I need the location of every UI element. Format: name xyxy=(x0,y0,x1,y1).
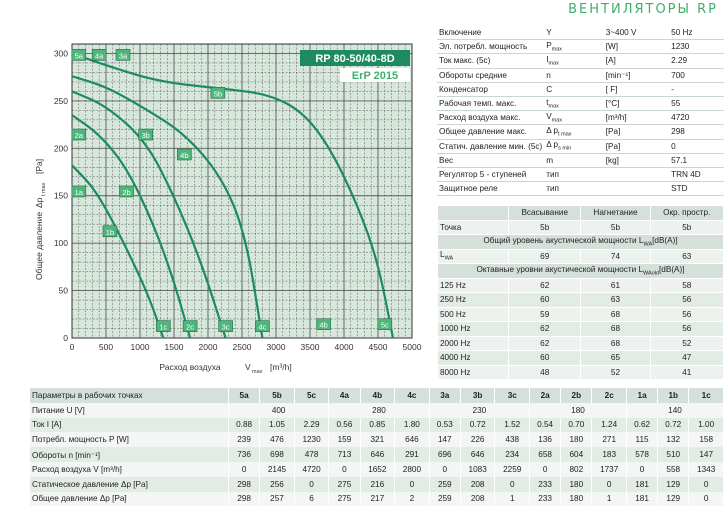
points-header-label: Параметры в рабочих точках xyxy=(30,388,229,403)
points-cell: 0.85 xyxy=(360,418,395,433)
x-tick-label: 4000 xyxy=(334,342,354,352)
points-cell: 2800 xyxy=(395,462,430,477)
point-label: 4a xyxy=(95,51,104,61)
acoustic-header-row-cell: Нагнетание xyxy=(581,206,650,221)
points-cell: 698 xyxy=(260,447,295,462)
x-axis-subscript: max xyxy=(252,369,263,375)
spec-symbol: $I_{max}$ xyxy=(544,54,604,68)
points-cell: 158 xyxy=(689,432,724,447)
points-cell: 0 xyxy=(626,462,657,477)
spec-table xyxy=(437,26,724,196)
points-cell: 257 xyxy=(260,492,295,507)
acoustic-point-row-cell: Точка xyxy=(438,220,509,235)
points-row-label: Расход воздуха V [m³/h] xyxy=(30,462,229,477)
points-cell: 0 xyxy=(689,477,724,492)
points-cell: 1 xyxy=(495,492,530,507)
spec-value: 700 xyxy=(669,68,724,82)
acoustic-band-row-cell: 56 xyxy=(650,293,724,308)
acoustic-octave-title-cell: Октавные уровни акустической мощности $L_{WAokt}[dB(A)]$ xyxy=(438,264,724,279)
y-tick-label: 250 xyxy=(53,95,68,106)
points-cell: 604 xyxy=(561,447,592,462)
points-cell: 217 xyxy=(360,492,395,507)
spec-label: Конденсатор xyxy=(437,82,544,96)
acoustic-band-row-cell: 60 xyxy=(509,351,581,366)
acoustic-band-row-cell: 61 xyxy=(581,278,650,293)
spec-value: 1230 xyxy=(669,40,724,54)
points-row xyxy=(30,418,724,433)
acoustic-band-row xyxy=(438,336,724,351)
points-row xyxy=(30,492,724,507)
points-column-header: 5b xyxy=(260,388,295,403)
acoustic-band-row xyxy=(438,278,724,293)
points-cell: 1230 xyxy=(294,432,329,447)
acoustic-band-row xyxy=(438,365,724,380)
points-cell: 0.88 xyxy=(229,418,260,433)
spec-label: Включение xyxy=(437,26,544,40)
acoustic-point-row-cell: 5b xyxy=(581,220,650,235)
spec-symbol: $V_{max}$ xyxy=(544,111,604,125)
points-cell: 0 xyxy=(429,462,460,477)
points-cell: 1343 xyxy=(689,462,724,477)
acoustic-point-row-cell: 5b xyxy=(509,220,581,235)
acoustic-point-row-cell: 5b xyxy=(650,220,724,235)
y-axis-label: Общее давление xyxy=(34,211,44,280)
points-cell: 646 xyxy=(360,447,395,462)
points-row-label: Статическое давление Δp [Pa] xyxy=(30,477,229,492)
points-cell: 478 xyxy=(294,447,329,462)
points-cell: 476 xyxy=(260,432,295,447)
x-tick-label: 4500 xyxy=(368,342,388,352)
points-cell: 0 xyxy=(395,477,430,492)
acoustic-band-row-cell: 8000 Hz xyxy=(438,365,509,380)
y-tick-label: 300 xyxy=(53,48,68,59)
spec-value: 55 xyxy=(669,96,724,110)
acoustic-band-row-cell: 52 xyxy=(581,365,650,380)
points-cell: 180 xyxy=(561,492,592,507)
spec-row xyxy=(437,125,724,139)
points-cell: 321 xyxy=(360,432,395,447)
points-column-header: 4b xyxy=(360,388,395,403)
points-row xyxy=(30,477,724,492)
points-column-header: 5a xyxy=(229,388,260,403)
spec-symbol: m xyxy=(544,153,604,167)
points-row-label: Питание U [V] xyxy=(30,403,229,418)
points-cell: 0.72 xyxy=(460,418,495,433)
spec-value: 4720 xyxy=(669,111,724,125)
x-tick-label: 1000 xyxy=(130,342,150,352)
y-axis-subscript: t max xyxy=(41,182,47,196)
point-label: 4c xyxy=(258,322,267,332)
points-cell: 646 xyxy=(460,447,495,462)
spec-label: Ток макс. (5c) xyxy=(437,54,544,68)
points-cell: 6 xyxy=(294,492,329,507)
points-cell: 438 xyxy=(495,432,530,447)
acoustic-header-row-cell: Всасывание xyxy=(509,206,581,221)
spec-symbol: Δ $p_{t max}$ xyxy=(544,125,604,139)
points-cell: 136 xyxy=(530,432,561,447)
acoustic-band-row xyxy=(438,293,724,308)
points-cell: 646 xyxy=(395,432,430,447)
points-cell: 802 xyxy=(561,462,592,477)
acoustic-total-row-cell: 63 xyxy=(650,249,724,264)
spec-symbol: тип xyxy=(544,167,604,181)
acoustic-band-row-cell: 500 Hz xyxy=(438,307,509,322)
points-row xyxy=(30,447,724,462)
points-cell: 736 xyxy=(229,447,260,462)
points-cell: 0 xyxy=(229,462,260,477)
x-axis-symbol: V xyxy=(245,362,251,372)
points-cell: 400 xyxy=(229,403,329,418)
point-label: 2c xyxy=(186,322,195,332)
points-cell: 233 xyxy=(530,492,561,507)
spec-label: Вес xyxy=(437,153,544,167)
spec-value: 2.29 xyxy=(669,54,724,68)
acoustic-band-row xyxy=(438,351,724,366)
spec-unit: 3~400 V xyxy=(604,26,669,40)
acoustic-band-row-cell: 47 xyxy=(650,351,724,366)
points-cell: 230 xyxy=(429,403,529,418)
points-column-header: 2c xyxy=(592,388,627,403)
chart-title: RP 80-50/40-8D xyxy=(315,53,395,65)
points-cell: 578 xyxy=(626,447,657,462)
acoustic-band-row-cell: 56 xyxy=(650,322,724,337)
acoustic-band-row-cell: 62 xyxy=(509,322,581,337)
point-label: 3b xyxy=(141,131,150,141)
point-label: 4b xyxy=(319,320,328,330)
points-row-label: Общее давление Δp [Pa] xyxy=(30,492,229,507)
point-label: 3c xyxy=(221,322,230,332)
spec-label: Эл. потребл. мощность xyxy=(437,40,544,54)
acoustic-total-row-cell: 74 xyxy=(581,249,650,264)
x-tick-label: 1500 xyxy=(164,342,184,352)
points-cell: 4720 xyxy=(294,462,329,477)
spec-row xyxy=(437,182,724,196)
spec-row xyxy=(437,139,724,153)
spec-row xyxy=(437,54,724,68)
points-cell: 0 xyxy=(294,477,329,492)
point-label: 2a xyxy=(74,131,83,141)
spec-value: 0 xyxy=(669,139,724,153)
points-cell: 180 xyxy=(561,477,592,492)
acoustic-band-row-cell: 58 xyxy=(650,278,724,293)
points-cell: 298 xyxy=(229,492,260,507)
points-cell: 208 xyxy=(460,492,495,507)
spec-unit: [A] xyxy=(604,54,669,68)
points-cell: 0.53 xyxy=(429,418,460,433)
points-cell: 291 xyxy=(395,447,430,462)
x-tick-label: 2500 xyxy=(232,342,252,352)
points-cell: 233 xyxy=(530,477,561,492)
spec-row xyxy=(437,167,724,181)
x-tick-label: 3000 xyxy=(266,342,286,352)
points-cell: 0 xyxy=(530,462,561,477)
acoustic-band-row-cell: 56 xyxy=(650,307,724,322)
x-axis-label: Расход воздуха xyxy=(159,362,221,372)
point-label: 1c xyxy=(159,322,168,332)
points-column-header: 4c xyxy=(395,388,430,403)
points-cell: 159 xyxy=(329,432,360,447)
points-cell: 2259 xyxy=(495,462,530,477)
chart-subtitle: ErP 2015 xyxy=(351,70,399,82)
spec-unit xyxy=(604,167,669,181)
points-cell: 259 xyxy=(429,477,460,492)
spec-row xyxy=(437,68,724,82)
points-cell: 115 xyxy=(626,432,657,447)
spec-label: Общее давление макс. xyxy=(437,125,544,139)
x-tick-label: 3500 xyxy=(300,342,320,352)
acoustic-band-row-cell: 68 xyxy=(581,307,650,322)
point-label: 5a xyxy=(74,51,83,61)
acoustic-band-row-cell: 41 xyxy=(650,365,724,380)
fan-curve-chart xyxy=(0,14,426,384)
spec-symbol: $t_{max}$ xyxy=(544,96,604,110)
points-column-header: 1b xyxy=(658,388,689,403)
points-column-header: 4a xyxy=(329,388,360,403)
y-tick-label: 50 xyxy=(58,285,68,296)
x-tick-label: 500 xyxy=(98,342,114,352)
points-cell: 2145 xyxy=(260,462,295,477)
points-cell: 180 xyxy=(530,403,627,418)
acoustic-octave-title xyxy=(438,264,724,279)
points-cell: 0.62 xyxy=(626,418,657,433)
spec-row xyxy=(437,111,724,125)
spec-unit: [Pa] xyxy=(604,139,669,153)
acoustic-total-row-cell: $L_{WA}$ xyxy=(438,249,509,264)
points-cell: 510 xyxy=(658,447,689,462)
points-cell: 1737 xyxy=(592,462,627,477)
acoustic-band-row-cell: 65 xyxy=(581,351,650,366)
points-cell: 558 xyxy=(658,462,689,477)
points-row-label: Ток I [A] xyxy=(30,418,229,433)
points-header-row xyxy=(30,388,724,403)
point-label: 2b xyxy=(122,187,131,197)
points-row xyxy=(30,403,724,418)
points-cell: 1652 xyxy=(360,462,395,477)
spec-label: Расход воздуха макс. xyxy=(437,111,544,125)
points-cell: 1.00 xyxy=(689,418,724,433)
spec-unit xyxy=(604,182,669,196)
y-axis-label-group xyxy=(34,159,47,280)
spec-label: Обороты средние xyxy=(437,68,544,82)
acoustic-header-row xyxy=(438,206,724,221)
points-row-label: Потребл. мощность P [W] xyxy=(30,432,229,447)
acoustic-table xyxy=(437,205,724,380)
spec-symbol: n xyxy=(544,68,604,82)
spec-symbol: Δ $p_{s min}$ xyxy=(544,139,604,153)
spec-row xyxy=(437,82,724,96)
point-label: 4b xyxy=(180,150,189,160)
x-tick-label: 5000 xyxy=(402,342,422,352)
spec-value: TRN 4D xyxy=(669,167,724,181)
spec-symbol: Y xyxy=(544,26,604,40)
acoustic-total-row xyxy=(438,249,724,264)
point-label: 1b xyxy=(105,227,115,237)
points-cell: 147 xyxy=(689,447,724,462)
points-cell: 271 xyxy=(592,432,627,447)
spec-unit: [ F] xyxy=(604,82,669,96)
spec-unit: [W] xyxy=(604,40,669,54)
spec-value: 50 Hz xyxy=(669,26,724,40)
points-cell: 280 xyxy=(329,403,429,418)
point-label: 5b xyxy=(213,89,223,99)
points-cell: 275 xyxy=(329,492,360,507)
y-tick-label: 150 xyxy=(53,190,68,201)
spec-row xyxy=(437,40,724,54)
x-tick-label: 0 xyxy=(69,342,75,352)
points-cell: 0.56 xyxy=(329,418,360,433)
acoustic-band-row-cell: 63 xyxy=(581,293,650,308)
points-cell: 183 xyxy=(592,447,627,462)
spec-unit: [min⁻¹] xyxy=(604,68,669,82)
points-cell: 1.05 xyxy=(260,418,295,433)
spec-row xyxy=(437,153,724,167)
points-column-header: 3a xyxy=(429,388,460,403)
points-cell: 713 xyxy=(329,447,360,462)
acoustic-header-row-cell: Окр. простр. xyxy=(650,206,724,221)
points-cell: 298 xyxy=(229,477,260,492)
points-cell: 275 xyxy=(329,477,360,492)
page-title: ВЕНТИЛЯТОРЫ RP xyxy=(568,2,718,17)
acoustic-band-row xyxy=(438,307,724,322)
points-column-header: 2a xyxy=(530,388,561,403)
acoustic-point-row xyxy=(438,220,724,235)
spec-symbol: $P_{max}$ xyxy=(544,40,604,54)
spec-value: STD xyxy=(669,182,724,196)
x-axis-unit: [m³/h] xyxy=(270,362,292,372)
spec-row xyxy=(437,26,724,40)
points-cell: 129 xyxy=(658,492,689,507)
acoustic-band-row-cell: 250 Hz xyxy=(438,293,509,308)
points-cell: 1.24 xyxy=(592,418,627,433)
spec-unit: [m³/h] xyxy=(604,111,669,125)
points-cell: 2 xyxy=(395,492,430,507)
points-column-header: 3b xyxy=(460,388,495,403)
points-cell: 181 xyxy=(626,492,657,507)
spec-label: Рабочая темп. макс. xyxy=(437,96,544,110)
acoustic-band-row-cell: 125 Hz xyxy=(438,278,509,293)
acoustic-band-row-cell: 62 xyxy=(509,278,581,293)
points-cell: 1083 xyxy=(460,462,495,477)
spec-unit: [Pa] xyxy=(604,125,669,139)
points-cell: 216 xyxy=(360,477,395,492)
points-column-header: 1a xyxy=(626,388,657,403)
points-cell: 239 xyxy=(229,432,260,447)
x-tick-label: 2000 xyxy=(198,342,218,352)
points-cell: 0.70 xyxy=(561,418,592,433)
points-cell: 2.29 xyxy=(294,418,329,433)
points-cell: 256 xyxy=(260,477,295,492)
acoustic-band-row-cell: 60 xyxy=(509,293,581,308)
points-cell: 132 xyxy=(658,432,689,447)
points-column-header: 1c xyxy=(689,388,724,403)
points-cell: 0 xyxy=(689,492,724,507)
acoustic-total-title xyxy=(438,235,724,250)
points-column-header: 5c xyxy=(294,388,329,403)
spec-unit: [°C] xyxy=(604,96,669,110)
y-axis-unit: [Pa] xyxy=(34,158,44,174)
points-cell: 234 xyxy=(495,447,530,462)
points-cell: 181 xyxy=(626,477,657,492)
points-row xyxy=(30,432,724,447)
spec-label: Регулятор 5 - ступеней xyxy=(437,167,544,181)
point-label: 1a xyxy=(74,187,83,197)
y-axis-symbol: Δp xyxy=(34,197,44,208)
points-row-label: Обороты n [min⁻¹] xyxy=(30,447,229,462)
acoustic-band-row-cell: 62 xyxy=(509,336,581,351)
spec-label: Статич. давление мин. (5c) xyxy=(437,139,544,153)
points-cell: 0 xyxy=(592,477,627,492)
acoustic-band-row-cell: 2000 Hz xyxy=(438,336,509,351)
operating-points-table xyxy=(30,388,724,506)
points-cell: 1.52 xyxy=(495,418,530,433)
points-cell: 208 xyxy=(460,477,495,492)
spec-value: 57.1 xyxy=(669,153,724,167)
chart-svg xyxy=(0,14,426,384)
points-cell: 1.80 xyxy=(395,418,430,433)
y-tick-label: 0 xyxy=(63,333,68,343)
points-column-header: 3c xyxy=(495,388,530,403)
points-column-header: 2b xyxy=(561,388,592,403)
points-cell: 0.72 xyxy=(658,418,689,433)
acoustic-band-row-cell: 68 xyxy=(581,322,650,337)
acoustic-band-row-cell: 52 xyxy=(650,336,724,351)
points-cell: 180 xyxy=(561,432,592,447)
spec-label: Защитное реле xyxy=(437,182,544,196)
acoustic-band-row-cell: 68 xyxy=(581,336,650,351)
acoustic-band-row-cell: 59 xyxy=(509,307,581,322)
acoustic-band-row-cell: 1000 Hz xyxy=(438,322,509,337)
points-cell: 696 xyxy=(429,447,460,462)
points-cell: 0 xyxy=(495,477,530,492)
spec-value: 298 xyxy=(669,125,724,139)
acoustic-total-title-cell: Общий уровень акустической мощности $L_{WA}[dB(A)]$ xyxy=(438,235,724,250)
points-cell: 0.54 xyxy=(530,418,561,433)
points-cell: 0 xyxy=(329,462,360,477)
spec-value: - xyxy=(669,82,724,96)
points-cell: 226 xyxy=(460,432,495,447)
point-label: 5c xyxy=(380,320,389,330)
y-tick-label: 100 xyxy=(53,238,68,249)
spec-symbol: C xyxy=(544,82,604,96)
points-cell: 140 xyxy=(626,403,723,418)
spec-unit: [kg] xyxy=(604,153,669,167)
points-cell: 259 xyxy=(429,492,460,507)
acoustic-band-row xyxy=(438,322,724,337)
points-row xyxy=(30,462,724,477)
points-cell: 658 xyxy=(530,447,561,462)
acoustic-total-row-cell: 69 xyxy=(509,249,581,264)
spec-symbol: тип xyxy=(544,182,604,196)
point-label: 3a xyxy=(118,51,128,61)
points-cell: 1 xyxy=(592,492,627,507)
acoustic-header-row-cell xyxy=(438,206,509,221)
acoustic-band-row-cell: 4000 Hz xyxy=(438,351,509,366)
points-cell: 129 xyxy=(658,477,689,492)
spec-row xyxy=(437,96,724,110)
points-cell: 147 xyxy=(429,432,460,447)
acoustic-band-row-cell: 48 xyxy=(509,365,581,380)
y-tick-label: 200 xyxy=(53,143,68,154)
